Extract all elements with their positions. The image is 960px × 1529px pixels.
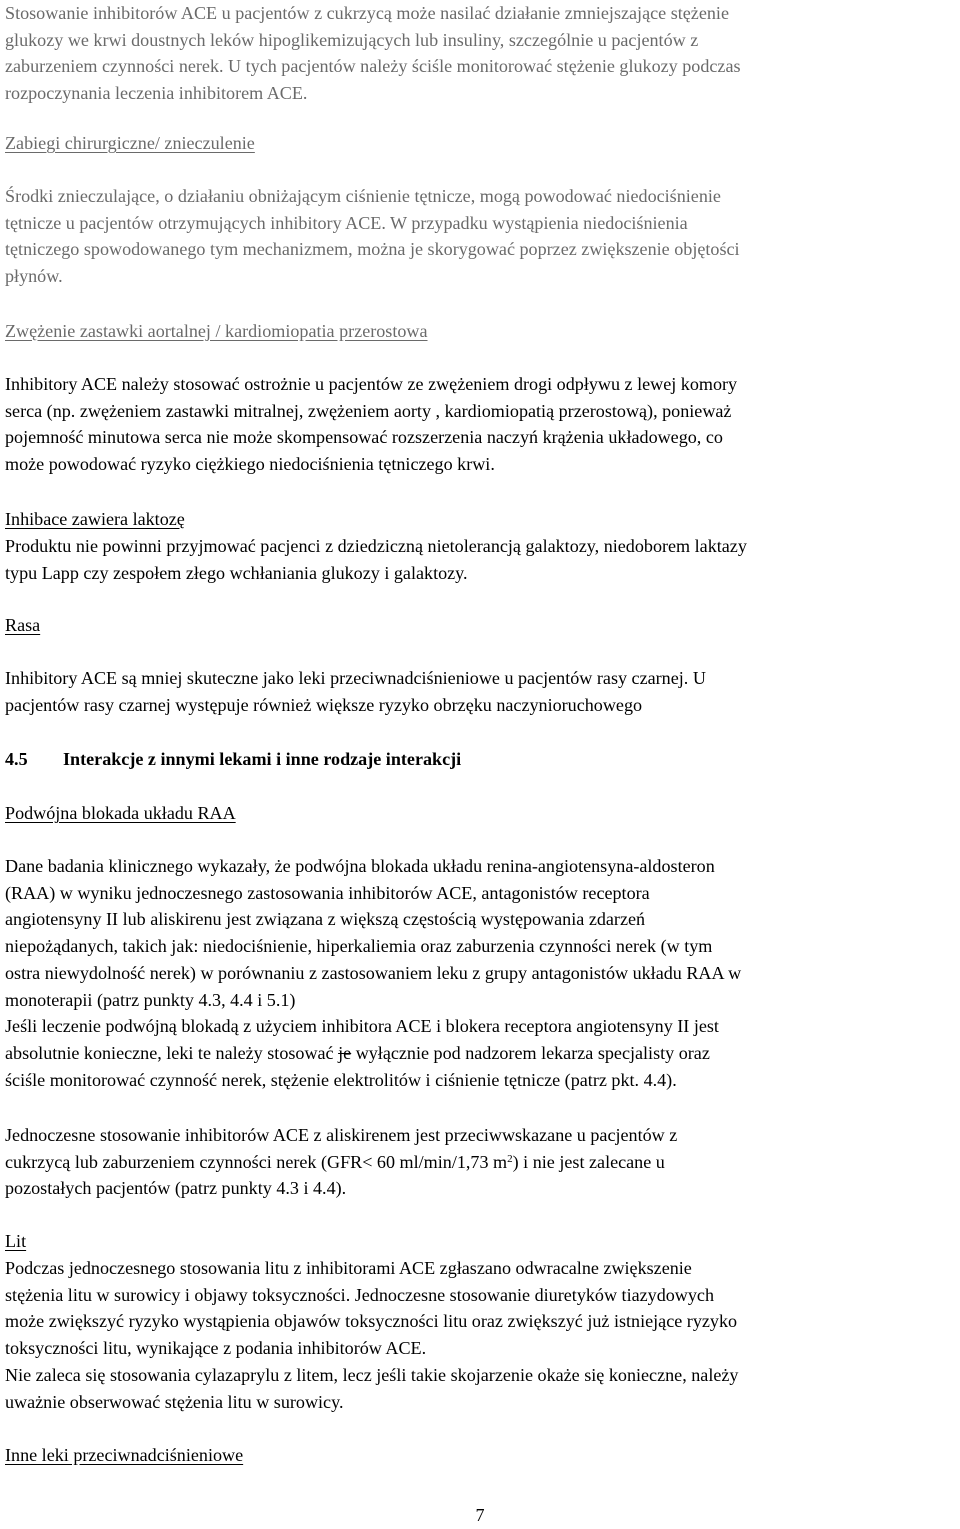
text-line: ostra niewydolność nerek) w porównaniu z zastosowaniem leku z grupy antagonistów układu RAA w xyxy=(5,962,742,983)
text-line: uważnie obserwować stężenia litu w surowicy. xyxy=(5,1391,344,1412)
text-line xyxy=(5,1149,957,1176)
text-line: typu Lapp czy zespołem złego wchłaniania glukozy i galaktozy. xyxy=(5,562,468,583)
text-line: tętnicze u pacjentów otrzymujących inhibitory ACE. W przypadku wystąpienia niedociśnienia xyxy=(5,212,688,233)
page-number: 7 xyxy=(475,1505,485,1525)
text-line: Środki znieczulające, o działaniu obniżającym ciśnienie tętnicze, mogą powodować niedociśnienie xyxy=(5,186,721,206)
text-line: toksyczności litu, wynikające z podania inhibitorów ACE. xyxy=(5,1338,427,1359)
text-line: Inhibitory ACE są mniej skuteczne jako leki przeciwnadciśnieniowe u pacjentów rasy czarnej. U xyxy=(5,668,706,688)
heading-surgery: Zabiegi chirurgiczne/ znieczulenie xyxy=(5,133,255,153)
text-line xyxy=(5,1040,957,1067)
text-line: tętniczego spowodowanego tym mechanizmem, można je skorygować poprzez zwiększenie objętości xyxy=(5,239,740,260)
paragraph-race xyxy=(5,665,957,718)
text-line: glukozy we krwi doustnych leków hipoglikemizujących lub insuliny, szczególnie u pacjentów z xyxy=(5,29,699,50)
text-line: angiotensyny II lub aliskirenu jest związana z większą częstością występowania zdarzeń xyxy=(5,909,646,930)
text-line: monoterapii (patrz punkty 4.3, 4.4 i 5.1) xyxy=(5,989,296,1010)
text-line: pozostałych pacjentów (patrz punkty 4.3 i 4.4). xyxy=(5,1178,347,1199)
heading-race: Rasa xyxy=(5,615,41,635)
text-span: wyłącznie pod nadzorem lekarza specjalisty oraz xyxy=(351,1042,710,1063)
text-line: Jednoczesne stosowanie inhibitorów ACE z aliskirenem jest przeciwwskazane u pacjentów z xyxy=(5,1125,678,1145)
text-line: Jeśli leczenie podwójną blokadą z użyciem inhibitora ACE i blokera receptora angiotensyny II jest xyxy=(5,1016,719,1037)
paragraph-aortic-stenosis xyxy=(5,371,957,478)
text-span: absolutnie konieczne, leki te należy stosować xyxy=(5,1042,339,1063)
heading-raa-blockade: Podwójna blokada układu RAA xyxy=(5,803,236,823)
text-line: może zwiększyć ryzyko wystąpienia objawów toksyczności litu oraz zwiększyć już istniejące ryzyko xyxy=(5,1311,738,1332)
text-line: pacjentów rasy czarnej występuje również większe ryzyko obrzęku naczynioruchowego xyxy=(5,694,643,715)
heading-lactose: Inhibace zawiera laktozę xyxy=(5,509,185,529)
text-line: rozpoczynania leczenia inhibitorem ACE. xyxy=(5,83,308,104)
section-heading xyxy=(5,746,957,773)
paragraph-aliskiren xyxy=(5,1122,957,1202)
heading-aortic-stenosis: Zwężenie zastawki aortalnej / kardiomiopatia przerostowa xyxy=(5,321,428,341)
text-line: pojemność minutowa serca nie może skompensować rozszerzenia naczyń krążenia układowego, co xyxy=(5,427,723,448)
text-line: Stosowanie inhibitorów ACE u pacjentów z cukrzycą może nasilać działanie zmniejszające stężenie xyxy=(5,3,729,23)
text-line: (RAA) w wyniku jednoczesnego zastosowania inhibitorów ACE, antagonistów receptora xyxy=(5,882,650,903)
text-line: Produktu nie powinni przyjmować pacjenci z dziedziczną nietolerancją galaktozy, niedoborem laktazy xyxy=(5,536,747,556)
section-title: Interakcje z innymi lekami i inne rodzaje interakcji xyxy=(63,749,462,769)
heading-lithium: Lit xyxy=(5,1231,27,1251)
superscript: 2 xyxy=(507,1152,513,1165)
struck-text: je xyxy=(338,1042,352,1063)
text-line: Podczas jednoczesnego stosowania litu z inhibitorami ACE zgłaszano odwracalne zwiększenie xyxy=(5,1258,692,1278)
text-line: Inhibitory ACE należy stosować ostrożnie u pacjentów ze zwężeniem drogi odpływu z lewej komory xyxy=(5,374,738,394)
text-line: płynów. xyxy=(5,266,63,287)
text-line: Nie zaleca się stosowania cylazaprylu z litem, lecz jeśli takie skojarzenie okaże się konieczne, należy xyxy=(5,1364,739,1385)
text-span: ) i nie jest zalecane u xyxy=(512,1151,665,1172)
heading-other-antihypertensives: Inne leki przeciwnadciśnieniowe xyxy=(5,1445,244,1465)
paragraph-diabetes xyxy=(5,0,957,107)
section-number: 4.5 xyxy=(5,749,28,769)
text-line: może powodować ryzyko ciężkiego niedociśnienia tętniczego krwi. xyxy=(5,454,495,475)
text-line: ściśle monitorować czynność nerek, stężenie elektrolitów i ciśnienie tętnicze (patrz pkt. 4.4). xyxy=(5,1069,677,1090)
text-line: stężenia litu w surowicy i objawy toksyczności. Jednoczesne stosowanie diuretyków tiazydowych xyxy=(5,1284,714,1305)
text-line: serca (np. zwężeniem zastawki mitralnej, zwężeniem aorty , kardiomiopatią przerostową), ponieważ xyxy=(5,400,732,421)
text-span: cukrzycą lub zaburzeniem czynności nerek (GFR< 60 ml/min/1,73 m xyxy=(5,1151,508,1172)
paragraph-raa-blockade xyxy=(5,853,957,1093)
text-line: zaburzeniem czynności nerek. U tych pacjentów należy ściśle monitorować stężenie glukozy podczas xyxy=(5,56,741,77)
text-line: niepożądanych, takich jak: niedociśnienie, hiperkaliemia oraz zaburzenia czynności nerek (w tym xyxy=(5,936,713,957)
text-line: Dane badania klinicznego wykazały, że podwójna blokada układu renina-angiotensyna-aldosteron xyxy=(5,856,715,876)
paragraph-lithium xyxy=(5,1255,957,1415)
paragraph-surgery xyxy=(5,183,957,290)
paragraph-lactose xyxy=(5,533,957,586)
